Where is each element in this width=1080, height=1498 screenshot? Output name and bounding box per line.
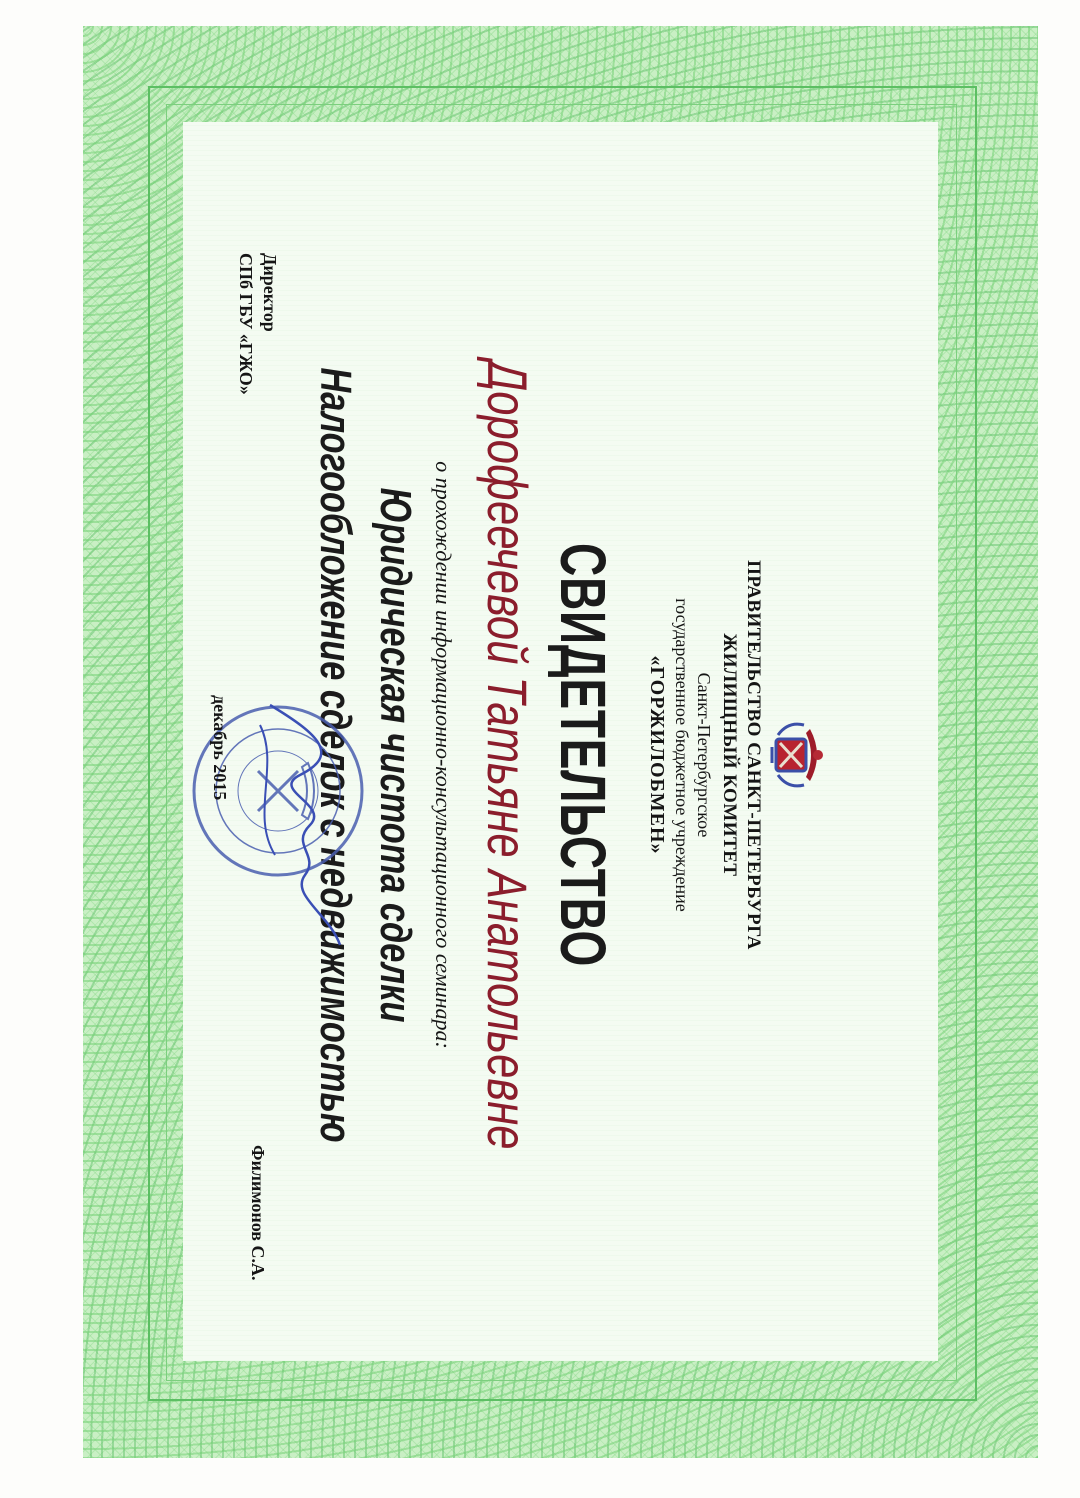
org-institution-type: государственное бюджетное учреждение	[672, 598, 692, 912]
signer-name: Филимонов С.А.	[248, 1145, 268, 1281]
org-institution-name: «ГОРЖИЛОБМЕН»	[646, 655, 668, 855]
document-title: СВИДЕТЕЛЬСТВО	[547, 542, 619, 968]
director-signature	[230, 695, 360, 955]
signer-position: Директор	[260, 253, 280, 332]
signer-organization: СПб ГБУ «ГЖО»	[236, 253, 256, 395]
recipient-name: Дорофеечевой Татьяне Анатольевне	[476, 360, 539, 1150]
org-city: Санкт-Петербургское	[694, 672, 714, 838]
org-committee: ЖИЛИЩНЫЙ КОМИТЕТ	[719, 633, 740, 877]
certificate-content	[160, 135, 920, 1375]
seminar-topic-1: Юридическая чистота сделки	[371, 487, 420, 1023]
coat-of-arms-icon	[764, 721, 828, 789]
org-government: ПРАВИТЕЛЬСТВО САНКТ-ПЕТЕРБУРГА	[743, 560, 764, 950]
seminar-topic-2: Налогообложение сделок с недвижимостью	[311, 367, 360, 1143]
issue-date: декабрь 2015	[210, 695, 230, 801]
seminar-intro: о прохождении информационно-консультационного семинара:	[431, 461, 456, 1049]
